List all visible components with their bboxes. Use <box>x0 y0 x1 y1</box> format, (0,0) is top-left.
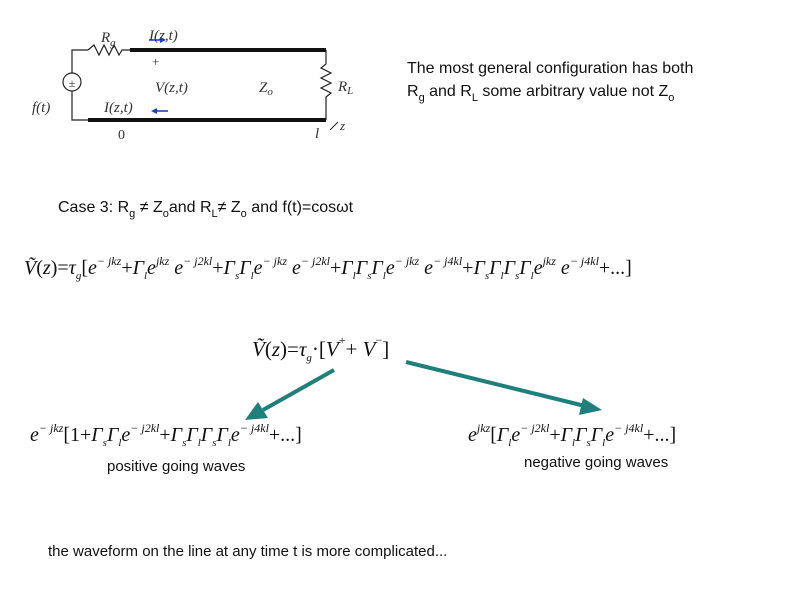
current-top-label: I(z,t) <box>149 28 178 44</box>
voltage-label: V(z,t) <box>155 80 188 96</box>
conclusion-text: the waveform on the line at any time t is more complicated... <box>48 543 448 560</box>
positive-waves-label: positive going waves <box>107 458 246 475</box>
split-equation: $Ṽ(z)=\tau_g\cdot[V^++ V^-]$ <box>252 333 390 364</box>
plus-sign: + <box>152 54 160 69</box>
circuit-diagram <box>32 28 353 143</box>
source-label: f(t) <box>32 100 51 116</box>
arrow-to-negative <box>406 362 602 415</box>
series-equation: $Ṽ(z)=\tau_g[e^{- jkz}+\Gamma_le^{jkz}$ $e^{- j2kl}+\Gamma_s\Gamma_le^{- jkz}$ $e^{- j2kl}+\Gamma_l\Gamma_s\Gamma_le^{- jkz}$ $e^{- j4kl}+\Gamma_s\Gamma_l\Gamma_s\Gamma_le^{jkz}$ $e^{- j4kl}+$...] <box>24 254 632 282</box>
general-note-line2: $R_g$ and $R_L$ some arbitrary value not $Z_o$ <box>407 83 675 104</box>
rl-label: $R_L$ <box>338 79 354 97</box>
generator-resistor <box>88 45 130 55</box>
source-sign: ± <box>68 76 76 90</box>
rg-label: $R_g$ <box>101 30 116 49</box>
axis-z-label: z <box>340 118 346 133</box>
negative-expression: $e^{jkz}[\Gamma_le^{- j2kl}+\Gamma_l\Gamma_s\Gamma_le^{- j4kl}+...]$ <box>468 421 677 449</box>
load-resistor <box>321 50 331 120</box>
z0-label: $Z_o$ <box>259 80 273 98</box>
case-heading: Case 3: $R_g \ne Z_oand$ $R_L\ne Z_o$ and f(t)=cosωt <box>58 199 354 220</box>
current-arrow-bottom <box>151 108 168 114</box>
z-axis-arrow <box>330 122 338 130</box>
position-l: l <box>315 126 320 142</box>
positive-expression: $e^{- jkz}[1+\Gamma_s\Gamma_le^{- j2kl}+\Gamma_s\Gamma_l\Gamma_s\Gamma_le^{- j4kl}+...]$ <box>30 421 302 449</box>
negative-waves-label: negative going waves <box>524 454 669 471</box>
arrow-to-positive <box>245 370 334 420</box>
current-bottom-label: I(z,t) <box>104 100 133 116</box>
position-zero: 0 <box>118 128 125 143</box>
general-note-line1: The most general configuration has both <box>407 60 694 77</box>
